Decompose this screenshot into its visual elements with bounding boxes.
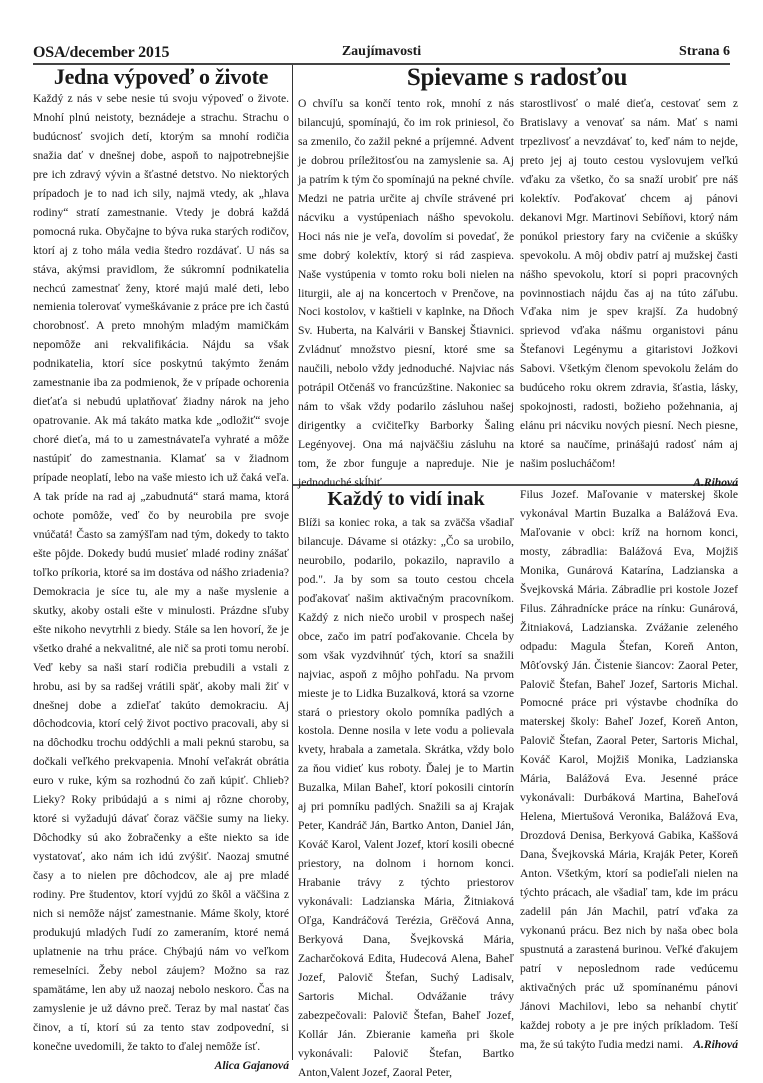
publication-issue: OSA/december 2015 <box>33 44 170 61</box>
page-header <box>33 44 730 62</box>
article-body-spievame-col1 <box>298 95 514 493</box>
article-title-jedna-vypoved: Jedna výpoveď o živote <box>53 64 269 89</box>
article-body-spievame-col2 <box>520 95 738 493</box>
article-author: Alica Gajanová <box>214 1058 289 1072</box>
article-text: Blíži sa koniec roka, a tak sa zväčša všadiaľ bilancuje. Dávame si otázky: „Čo sa urobilo, neurobilo, podarilo, pokazilo, napravilo a pod.". Ja by som sa touto cestou chcela poďakovať našim aktivačným pracovníkom. Každý z nich niečo urobil v prospech našej obce, začo im patrí poďakovanie. Chcela by som však vyzdvihnúť tých, ktorí sa snažili najviac, aspoň z môjho pohľadu. Na prvom mieste je to Lidka Buzalková, ktorá sa vzorne stará o priestory okolo pomníka padlých a kostola. Denne nosila v lete vodu a polievala kvety, hrabala a zametala. Skrátka, vždy bolo za ňou vidieť kus roboty. Ďalej je to Martin Buzalka, Milan Baheľ, ktorí pokosili cintorín aj pri pomníku padlých. Snažili sa aj Krajak Peter, Kandráč Ján, Bartko Anton, Daniel Ján, Kováč Karol, Valent Jozef, ktorí kosili obecné priestory, na dolnom i hornom konci. Hrabanie trávy z týchto priestorov vykonávali: Ladzianska Mária, Žitniaková Oľga, Kandráčová Terézia, Grëčová Anna, Berkyová Dana, Švejkovská Mária, Zacharčoková Edita, Hudecová Alena, Baheľ Jozef, Palovič Štefan, Suchý Ladisalv, Sartoris Michal. Odvážanie trávy zabezpečovali: Palovič Štefan, Baheľ Jozef, Kollár Ján. Zbieranie kameňa pri škole vykonávali: Palovič Štefan, Bartko Anton,Valent Jozef, Zaoral Peter, <box>298 516 514 1079</box>
article-body-kazdy-col2 <box>520 486 738 1055</box>
article-author: A.Rihová <box>693 1037 738 1051</box>
article-title-spievame: Spievame s radosťou <box>406 64 628 91</box>
article-text: O chvíľu sa končí tento rok, mnohí z nás bilancujú, spomínajú, čo im rok priniesol, čo sa zmenilo, čo zažil pekné a príjemné. Advent je dobrou príležitosťou na zamyslenie sa. Aj ja patrím k tým čo spomínajú na pekné chvíle. Medzi ne patria určite aj chvíle strávené pri nácviku a vystúpeniach nášho spevokolu. Hoci nás nie je veľa, dovolím si povedať, že sme dobrý kolektív, ktorý si rád zaspieva. Naše vystúpenia v tomto roku boli nielen na liturgii, ale aj na koncertoch v Prenčove, na Noci kostolov, v kaštieli v kaplnke, na Dňoch Sv. Huberta, na Kalvárii v Banskej Štiavnici. Zvládnuť množstvo piesní, ktoré sme sa naučili, nebolo vždy jednoduché. Najviac nás potrápil Otčenáš vo francúzštine. Nakoniec sa nám to však vždy podarilo zásluhou našej dirigentky a cvičiteľky Barborky Šaling Legényovej. Ona má najväčšiu zásluhu na tom, že zbor funguje a napreduje. Nie je jednoduché skĺbiť <box>298 97 514 490</box>
article-author: A.Rihová <box>693 476 738 490</box>
article-title-kazdy-to-vidi: Každý to vidí inak <box>327 488 485 510</box>
page-number: Strana 6 <box>679 44 730 59</box>
section-name: Zaujímavosti <box>341 44 422 59</box>
article-text: Každý z nás v sebe nesie tú svoju výpoveď o živote. Mnohí plnú neistoty, beznádeje a strachu. Strachu o budúcnosť svojich detí, ktorým sa mnohí rodičia snažia dať v dnešnej dobe, aspoň to najpotrebnejšie pre ich zdravý vývin a šťastné detstvo. No niektorých prípadoch je to nad ich sily, najmä vtedy, ak „hlava rodiny“ stratí zamestnanie. Vtedy je dobrá každá pomocná ruka. Obyčajne to býva ruka starých rodičov, ktorí aj z toho mála vedia štedro rozdávať. U nás sa stáva, akýmsi pravidlom, že súkromní podnikatelia nechcú zamestnať ženy, ktoré majú malé deti, lebo nemienia tolerovať vymeškávanie z práce pre ich častú chorobnosť. A preto mnohým mladým mamičkám nepomôže ani rekvalifikácia. Nájdu sa však podnikatelia, ktorí síce poskytnú takýmto ženám zamestnanie iba za podmienok, že v prípade ochorenia dieťaťa si nebudú uplatňovať žiadny nárok na jeho opatrovanie. Ak má takáto matka kde „odložiť“ svoje choré dieťa, má to u zamestnávateľa vyhraté a môže nastúpiť do zamestnania. Klamať sa v žiadnom prípade neoplatí, lebo na vaše miesto ich už čaká veľa. A tak príde na rad aj „zabudnutá“ stará mama, ktorá ochote pomôže, veď čo by neurobila pre svoje vnúčatá! Často sa zamýšľam nad tým, dokedy to takto ešte pôjde. Dokedy budú musieť mladé rodiny znášať toľko príkoria, ktoré sa im dostáva od nášho zriadenia? Demokracia je síce tu, ale my a naše myslenie a skutky, akoby ostali ešte v minulosti. Prázdne sľuby ešte nikoho nevytrhli z biedy. Stále sa len hovorí, že je všetko drahé a nekvalitné, ale nič sa proti tomu nerobí. Veď keby sa naši starí rodičia prebudili a vstali z hrobu, asi by sa radšej vrátili späť, akoby mali žiť v dnešnej dobe a zdieľať takúto demokraciu. Aj dôchodcovia, ktorí celý život poctivo pracovali, aby si na dôchodku trochu oddýchli a mali peknú starobu, sa dočkali veľkého prekvapenia. Mnohí veľakrát obrátia euro v ruke, kým sa rozhodnú čo zaň kúpiť. Chlieb? Lieky? Roky pribúdajú a s nimi aj rôzne choroby, ktoré si vyžadujú dávať čoraz väčšie sumy na lieky. Dôchodky sú ako žobračenky a ešte niekto sa ide vystatovať, ako nám ich idú zvýšiť. Naozaj smutné časy a to nielen pre dôchodcov, ale aj pre mladé rodiny. Pre študentov, ktorí vyjdú zo škôl a väčšina z nich si nemôže nájsť zamestnanie. Máme školy, ktoré produkujú mladých ľudí zo zameraním, ktoré nemá uplatnenie na trhu práce. Chýbajú nám vo veľkom remeselníci. Žeby nebol záujem? Možno sa raz spamätáme, len aby už naozaj nebolo neskoro. Čas na zamyslenie je už dávno preč. Teraz by mal nastať čas činov, a tí, ktorí sú za tento stav zodpovední, si konečne uvedomili, že takto to ďalej nemôže ísť. <box>33 92 289 1053</box>
article-text: Filus Jozef. Maľovanie v materskej škole vykonával Martin Buzalka a Balážová Eva. Maľovanie v obci: kríž na hornom konci, mosty, zábradlia: Balážová Eva, Mojžiš Monika, Gunárová Katarína, Ladzianska a Švejkovská Mária. Zábradlie pri kostole Jozef Filus. Záhradnícke práce na rínku: Gunárová, Žitniaková, Ladzianska. Zvážanie zeleného odpadu: Magula Štefan, Koreň Anton, Môťovský Ján. Čistenie šiancov: Zaoral Peter, Palovič Štefan, Baheľ Jozef, Sartoris Michal. Pomocné práce pri výstavbe chodníka do materskej školy: Baheľ Jozef, Koreň Anton, Palovič Štefan, Zaoral Peter, Sartoris Michal, Kováč Karol, Mojžiš Monika, Ladzianska Mária, Balážová Eva. Jesenné práce vykonávali: Durbáková Martina, Baheľová Helena, Miertušová Veronika, Balážová Eva, Drozdová Denisa, Berkyová Gabika, Kaššová Dana, Švejkovská Mária, Kraják Peter, Koreň Anton. Všetkým, ktorí sa podieľali nielen na týchto prácach, ale všadiaľ tam, kde im prácu zadelil pán Ján Machil, patrí vďaka za vykonanú prácu. Bez nich by naša obec bola spustnutá a zarastená burinou. Veľké ďakujem patrí v neposlednom rade vedúcemu aktivačných prác už spomínanému pánovi Jánovi Machilovi, lebo sa nehanbí chytiť každej roboty a je pre iných príkladom. Teší ma, že sú takýto ľudia medzi nami. <box>520 488 738 1051</box>
article-body-jedna-vypoved <box>33 90 289 1076</box>
column-divider <box>292 65 293 1060</box>
article-text: starostlivosť o malé dieťa, cestovať sem z Bratislavy a venovať sa nám. Mať s nami trpezlivosť a nevzdávať to, keď nám to nejde, preto jej aj touto cestou vyslovujem veľkú vďaku za všetko, čo sa snaží urobiť pre náš kolektív. Poďakovať chcem aj pánovi dekanovi Mgr. Martinovi Sebíňovi, ktorý nám ponúkol priestory fary na cvičenie a skúšky spevokolu. A môj obdiv patrí aj mužskej časti nášho spevokolu, ktorí si popri pracovných povinnostiach nájdu čas aj na túto záľubu. Vďaka nim je spev krajší. Za hudobný sprievod vďaka nášmu organistovi pánu Štefanovi Legénymu a gitaristovi Jožkovi Sabovi. Všetkým členom spevokolu želám do budúceho roku okrem zdravia, šťastia, lásky, spokojnosti, radosti, božieho požehnania, aj elánu pri nácviku nových piesní. Nech piesne, ktoré sa naučíme, prinášajú radosť nám aj našim poslucháčom! <box>520 97 738 471</box>
article-body-kazdy-col1 <box>298 514 514 1083</box>
